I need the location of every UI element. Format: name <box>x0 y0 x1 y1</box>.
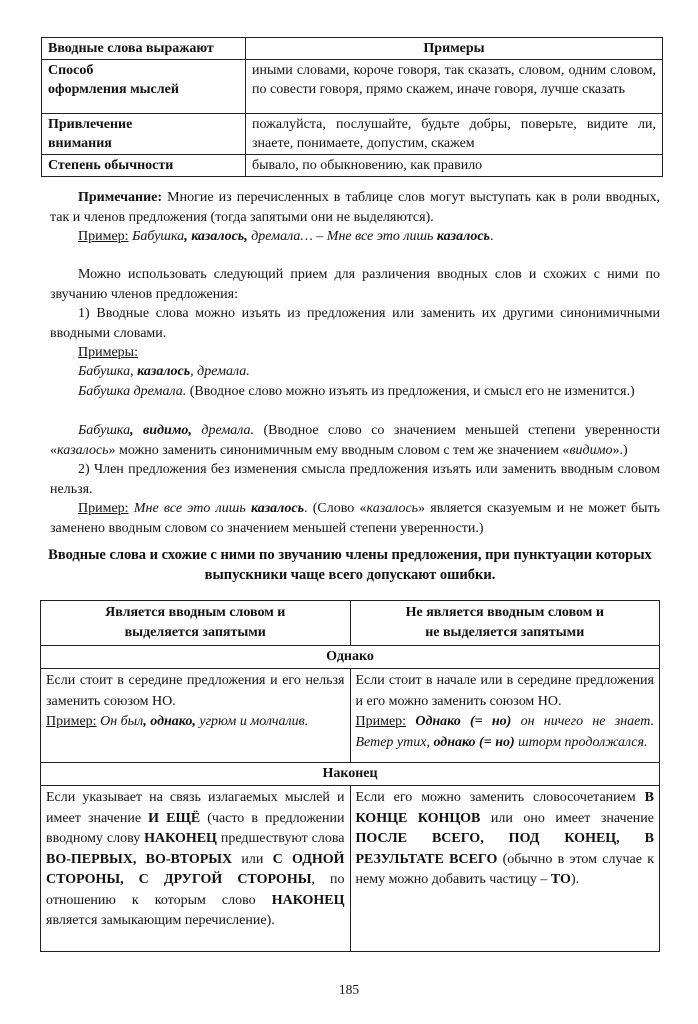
example-text: шторм продолжался. <box>514 734 648 750</box>
rule-bold: В КОНЦЕ КОНЦОВ <box>355 790 654 826</box>
column-header: Вводные слова выражают <box>42 38 246 60</box>
example-text: Он был <box>96 714 144 729</box>
explanation-text: ».) <box>612 442 628 458</box>
rule-text: (обычно в этом случае к нему можно добавить частицу – <box>355 851 654 887</box>
examples-cell: иными словами, короче говоря, так сказать, словом, одним словом, по совести говоря, прямо скажем, иначе говоря, лучше сказать <box>246 60 663 114</box>
header-line: выделяется запятыми <box>124 625 266 640</box>
meaning-cell <box>42 114 246 155</box>
examples-cell: бывало, по обыкновению, как правило <box>246 155 663 177</box>
rule-text: , по отношению к которым слово <box>46 872 345 908</box>
note-label: Примечание: <box>78 190 163 205</box>
example-text: Ветер утих, <box>355 734 434 750</box>
example-text: Бабушка, <box>78 364 138 379</box>
examples-cell: пожалуйста, послушайте, будьте добры, поверьте, видите ли, знаете, понимаете, допустим, скажем <box>246 114 663 155</box>
example-line <box>50 421 660 460</box>
example-text: дремала… – Мне все это лишь <box>247 229 437 244</box>
example-line <box>50 362 660 382</box>
example-text: Бабушка <box>78 423 131 438</box>
example-label: Пример: <box>355 714 407 729</box>
rule-text: Если указывает на связь излагаемых мыслей и имеет значение <box>46 790 345 826</box>
rule-text: Если стоит в середине предложения и его нельзя заменить союзом НО. <box>46 673 345 709</box>
meaning-label: Привлечение <box>48 117 133 132</box>
rule-text: или оно имеет значение <box>480 810 654 826</box>
introductory-cell <box>41 669 351 763</box>
section-row <box>41 763 660 786</box>
section-word: Однако <box>41 646 660 669</box>
explanation-text: » можно заменить синонимичным ему вводным словом с тем же значением « <box>108 442 570 458</box>
introductory-words-meaning-table <box>41 37 663 177</box>
example-text: угрюм и молчалив. <box>195 714 309 729</box>
note-paragraph <box>50 188 660 227</box>
table-header-row <box>42 38 663 60</box>
rule-bold: ТО <box>550 872 571 887</box>
example-text: , дремала. <box>190 364 250 379</box>
explanation-text: » является сказуемым и не может быть заменено вводным словом со значением меньшей степени уверенности.) <box>50 501 660 536</box>
non-introductory-cell <box>350 669 660 763</box>
point-2-example <box>50 499 660 538</box>
rule-bold: С ОДНОЙ СТОРОНЫ, С ДРУГОЙ СТОРОНЫ <box>46 851 345 887</box>
rule-bold: И ЕЩЁ <box>148 810 201 826</box>
example-text: Бабушка дремала. <box>78 384 187 399</box>
table-header-row <box>41 601 660 646</box>
rule-text: Если его можно заменить словосочетанием <box>355 790 645 805</box>
meaning-label: внимания <box>48 136 112 151</box>
example-bold: казалось <box>137 364 191 379</box>
example-text: дремала. <box>191 423 255 438</box>
rule-text: (часто в предложении вводному слову <box>46 810 345 846</box>
non-introductory-cell <box>350 786 660 952</box>
introductory-cell <box>41 786 351 952</box>
example-bold: однако (= но) <box>433 734 515 750</box>
method-intro: Можно использовать следующий прием для различения вводных слов и схожих с ними по звучанию членов предложения: <box>50 267 660 302</box>
example-label: Пример: <box>78 229 129 244</box>
meaning-cell <box>42 60 246 114</box>
table-row <box>41 669 660 763</box>
section-word: Наконец <box>41 763 660 786</box>
note-example <box>50 227 660 247</box>
quoted-word: казалось <box>366 501 419 516</box>
rule-text: Если стоит в начале или в середине предложения и его можно заменить союзом НО. <box>355 673 654 709</box>
header-line: Не является вводным словом и <box>405 605 604 620</box>
example-text: Бабушка <box>128 229 185 244</box>
example-line <box>50 382 660 402</box>
table-row <box>42 155 663 177</box>
examples-label: Примеры: <box>78 345 138 360</box>
rule-text: или <box>232 851 273 867</box>
example-label: Пример: <box>78 501 129 516</box>
examples-heading <box>50 343 660 363</box>
note-text: Многие из перечисленных в таблице слов могут выступать как в роли вводных, так и членов предложения (тогда запятыми они не выделяются). <box>50 190 660 225</box>
explanation-text: . (Слово « <box>303 501 367 516</box>
section-heading: Вводные слова и схожие с ними по звучанию члены предложения, при пунктуации которых выпускники чаще всего допускают ошибки. <box>48 547 652 583</box>
quoted-word: видимо <box>569 442 613 458</box>
rule-text: является замыкающим перечисление). <box>46 913 275 928</box>
quoted-word: казалось <box>57 442 109 458</box>
table-row <box>42 60 663 114</box>
method-point-1: 1) Вводные слова можно изъять из предложения или заменить их другими синонимичными вводными словами. <box>50 306 660 341</box>
column-header <box>350 601 660 646</box>
example-bold: , однако, <box>143 714 196 729</box>
similar-words-table <box>40 600 660 952</box>
example-text: Мне все это лишь <box>128 501 251 516</box>
meaning-label: Способ <box>48 63 94 78</box>
example-bold: Однако (= но) <box>406 714 512 729</box>
table-row <box>42 114 663 155</box>
rule-text: ). <box>570 872 580 887</box>
meaning-cell: Степень обычности <box>42 155 246 177</box>
header-line: не выделяется запятыми <box>425 625 585 640</box>
header-line: Является вводным словом и <box>105 605 286 620</box>
example-bold: казалось <box>436 229 490 244</box>
table-row <box>41 786 660 952</box>
example-text: он ничего не знает. <box>511 714 654 729</box>
section-row <box>41 646 660 669</box>
rule-bold: НАКОНЕЦ <box>271 892 345 908</box>
example-bold: казалось <box>250 501 304 516</box>
method-point-2: 2) Член предложения без изменения смысла предложения изъять или заменить вводным словом нельзя. <box>50 462 660 497</box>
example-bold: , казалось, <box>184 229 248 244</box>
rule-bold: НАКОНЕЦ <box>144 831 217 846</box>
column-header: Примеры <box>246 38 663 60</box>
meaning-label: оформления мыслей <box>48 82 179 97</box>
rule-bold: ПОСЛЕ ВСЕГО, ПОД КОНЕЦ, В РЕЗУЛЬТАТЕ ВСЕГО <box>355 831 654 867</box>
example-bold: , видимо, <box>130 423 192 438</box>
explanation-text: (Вводное слово со значением меньшей степени уверенности « <box>50 423 660 458</box>
rule-bold: ВО-ПЕРВЫХ, ВО-ВТОРЫХ <box>46 851 233 867</box>
explanation-text: (Вводное слово можно изъять из предложения, и смысл его не изменится.) <box>186 384 635 399</box>
example-text: . <box>489 229 494 244</box>
example-label: Пример: <box>46 714 97 729</box>
page-number: 185 <box>338 982 360 997</box>
column-header <box>41 601 351 646</box>
rule-text: предшествуют слова <box>216 831 345 846</box>
